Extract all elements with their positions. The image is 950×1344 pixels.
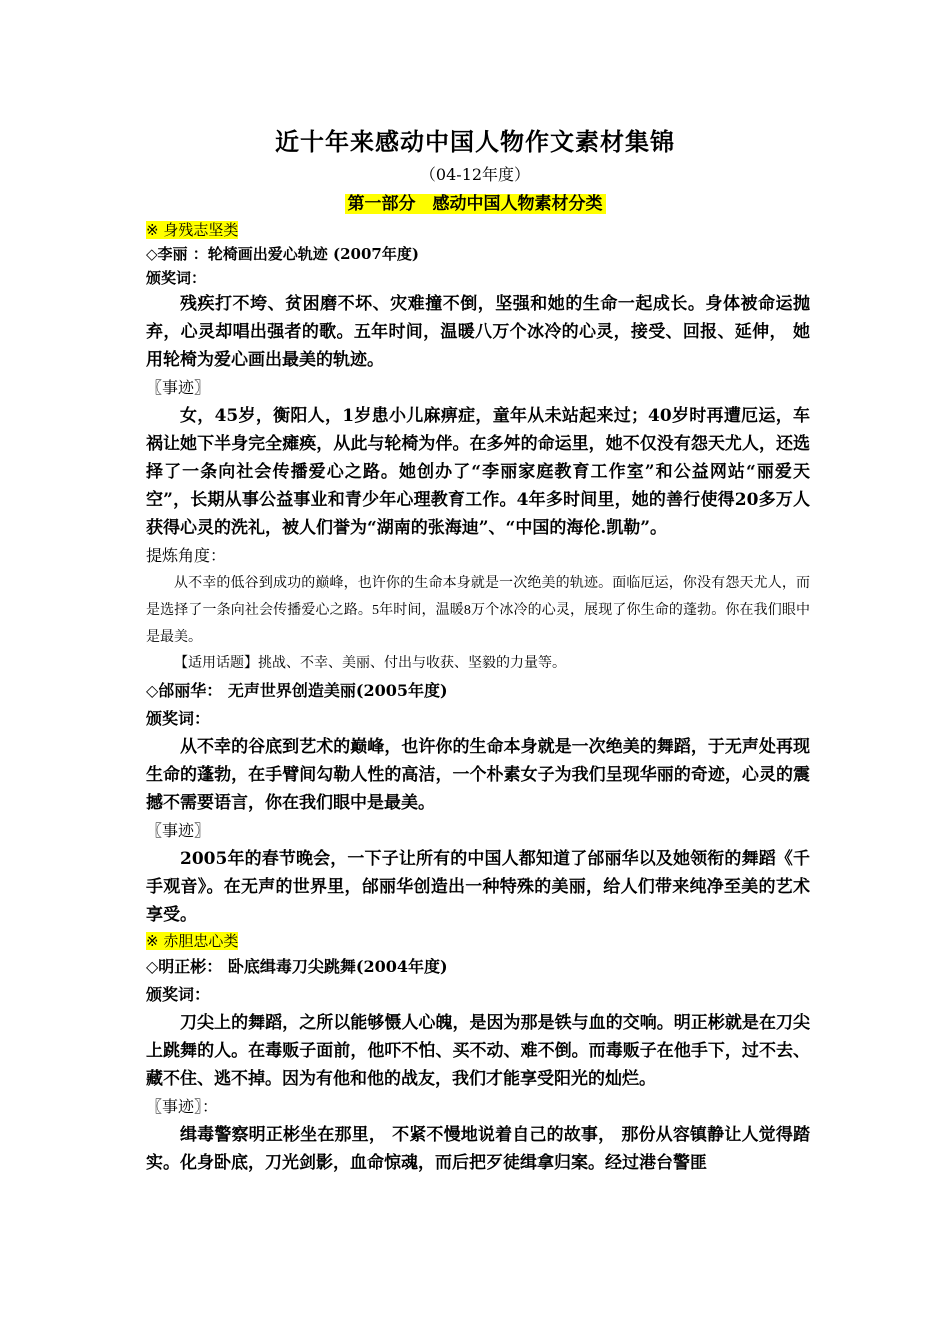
deeds-text: 女，45岁，衡阳人，1岁患小儿麻痹症，童年从未站起来过；40岁时再遭厄运，车祸让她下半身完全瘫痪，从此与轮椅为伴。在多舛的命运里，她不仅没有怨天尤人，还选择了一条向社会传播爱心之路。她创办了“李丽家庭教育工作室”和公益网站“丽爱天空”，长期从事公益事业和青少年心理教育工作。4年多时间里，她的善行使得20多万人获得心灵的洗礼，被人们誉为“湖南的张海迪”、“中国的海伦.凯勒”。: [146, 406, 810, 538]
deeds-label: 〖事迹〗: [146, 821, 211, 840]
entry-title: ◇明正彬： 卧底缉毒刀尖跳舞(2004年度): [146, 957, 448, 976]
award-label: 颁奖词：: [146, 269, 207, 287]
deeds-label: 〖事迹〗：: [146, 1097, 219, 1116]
entry-title: ◇邰丽华： 无声世界创造美丽(2005年度): [146, 681, 448, 700]
award-label: 颁奖词：: [146, 985, 211, 1004]
document-title: 近十年来感动中国人物作文素材集锦: [275, 127, 675, 156]
award-text: 从不幸的谷底到艺术的巅峰，也许你的生命本身就是一次绝美的舞蹈，于无声处再现生命的蓬勃，在手臂间勾勒人性的高洁，一个朴素女子为我们呈现华丽的奇迹，心灵的震撼不需要语言，你在我们眼中是最美。: [146, 737, 810, 813]
category-heading: [146, 218, 810, 242]
document-body: [146, 218, 810, 1177]
category-label: ※ 身残志坚类: [146, 221, 239, 239]
category-heading: [146, 929, 810, 953]
part-heading: [0, 189, 950, 214]
entry-title: ◇李丽 ：轮椅画出爱心轨迹 (2007年度): [146, 245, 419, 263]
award-text: 刀尖上的舞蹈，之所以能够慑人心魄，是因为那是铁与血的交响。明正彬就是在刀尖上跳舞的人。在毒贩子面前，他吓不怕、买不动、难不倒。而毒贩子在他手下，过不去、藏不住、逃不掉。因为有他和他的战友，我们才能享受阳光的灿烂。: [146, 1013, 810, 1089]
document-subtitle: （04-12年度）: [419, 165, 531, 184]
angle-label: 提炼角度：: [146, 548, 227, 565]
deeds-text: 2005年的春节晚会，一下子让所有的中国人都知道了邰丽华以及她领衔的舞蹈《千手观音》。在无声的世界里，邰丽华创造出一种特殊的美丽，给人们带来纯净至美的艺术享受。: [146, 849, 810, 925]
deeds-label: 〖事迹〗: [146, 378, 211, 397]
part-heading-text: 第一部分 感动中国人物素材分类: [345, 194, 606, 214]
angle-text: 从不幸的低谷到成功的巅峰，也许你的生命本身就是一次绝美的轨迹。面临厄运，你没有怨天尤人，而是选择了一条向社会传播爱心之路。5年时间，温暖8万个冰冷的心灵，展现了你生命的蓬勃。你在我们眼中是最美。: [146, 576, 810, 645]
topics-text: 【适用话题】挑战、不幸、美丽、付出与收获、坚毅的力量等。: [174, 656, 566, 671]
award-label: 颁奖词：: [146, 709, 211, 728]
award-text: 残疾打不垮、贫困磨不坏、灾难撞不倒，坚强和她的生命一起成长。身体被命运抛弃，心灵却唱出强者的歌。五年时间，温暖八万个冰冷的心灵，接受、回报、延伸， 她用轮椅为爱心画出最美的轨迹。: [146, 294, 810, 370]
deeds-text: 缉毒警察明正彬坐在那里， 不紧不慢地说着自己的故事， 那份从容镇静让人觉得踏实。化身卧底，刀光剑影，血命惊魂，而后把歹徒缉拿归案。经过港台警匪: [146, 1125, 810, 1173]
category-label: ※ 赤胆忠心类: [146, 932, 239, 950]
